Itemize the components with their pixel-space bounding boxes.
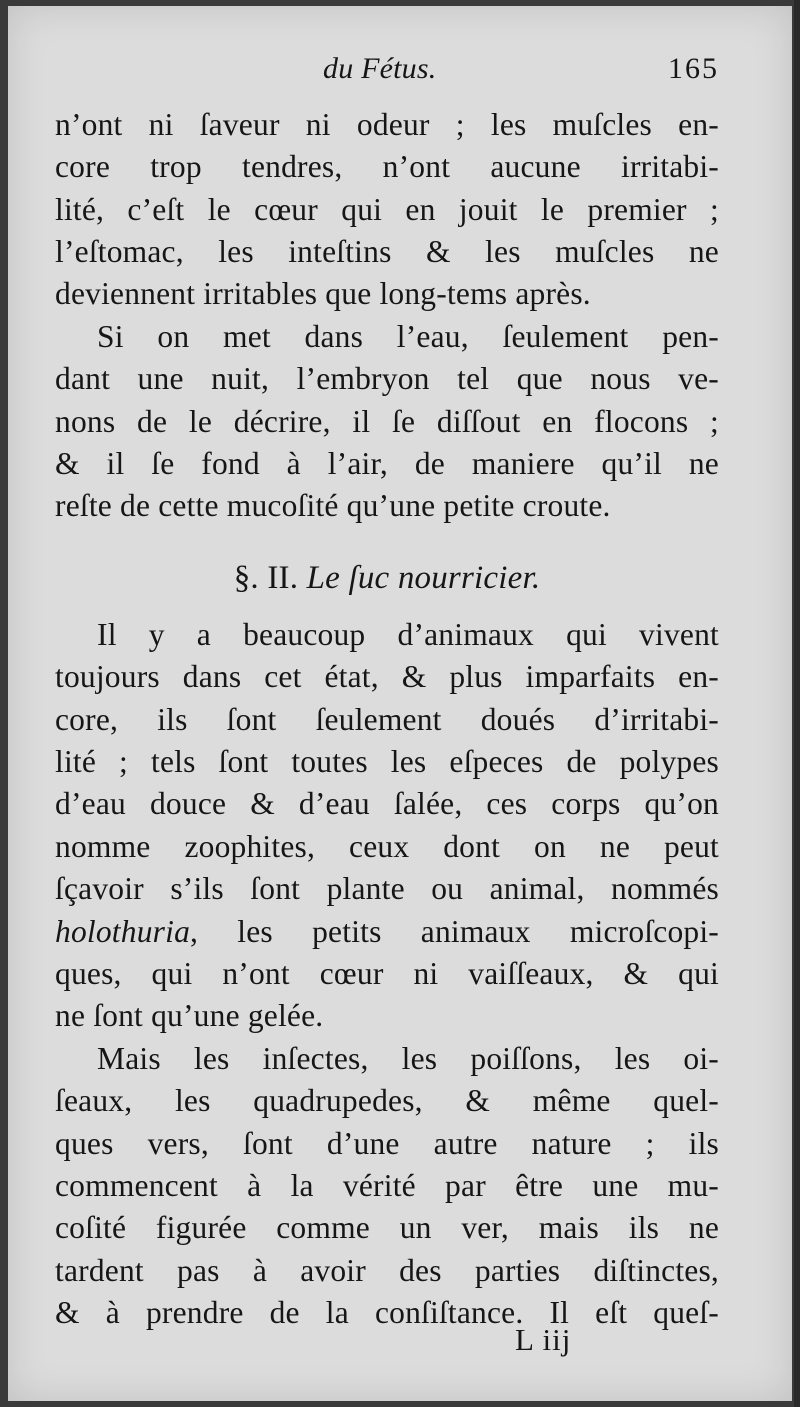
section-heading: [55, 556, 719, 600]
text-line: coſité figurée comme un ver, mais ils ne: [55, 1210, 719, 1245]
section-number: §. II.: [233, 560, 299, 596]
text-line: deviennent irritables que long-tems après.: [55, 276, 591, 311]
text-line: nomme zoophites, ceux dont on ne peut: [55, 829, 719, 864]
page-number: 165: [668, 52, 719, 85]
page-edge-shadow: [794, 0, 800, 1407]
text-line: ſeaux, les quadrupedes, & même quel-: [55, 1083, 719, 1118]
italic-term: holothuria: [55, 914, 191, 949]
text-line: reſte de cette mucoſité qu’une petite croute.: [55, 488, 611, 523]
text-line: Il y a beaucoup d’animaux qui vivent: [97, 617, 719, 652]
text-line: toujours dans cet état, & plus imparfaits en-: [55, 659, 719, 694]
text-line: ne ſont qu’une gelée.: [55, 998, 324, 1033]
running-title: du Fétus.: [323, 52, 437, 85]
text-fragment: , les petits animaux microſcopi-: [190, 914, 719, 949]
text-line: dant une nuit, l’embryon tel que nous ve-: [55, 361, 719, 396]
text-line: lité, c’eſt le cœur qui en jouit le premier ;: [55, 192, 719, 227]
text-line: nons de le décrire, il ſe diſſout en flocons ;: [55, 404, 719, 439]
book-page: [8, 6, 792, 1401]
text-line: d’eau douce & d’eau ſalée, ces corps qu’on: [55, 786, 719, 821]
text-line: Mais les inſectes, les poiſſons, les oi-: [97, 1041, 719, 1076]
text-line: core trop tendres, n’ont aucune irritabi-: [55, 149, 719, 184]
text-line: ques vers, ſont d’une autre nature ; ils: [55, 1126, 719, 1161]
text-line: n’ont ni ſaveur ni odeur ; les muſcles en-: [55, 107, 719, 142]
text-line: ſçavoir s’ils ſont plante ou animal, nommés: [55, 871, 719, 906]
page-header: [55, 52, 719, 92]
text-line: l’eſtomac, les inteſtins & les muſcles ne: [55, 234, 719, 269]
text-line: Si on met dans l’eau, ſeulement pen-: [97, 319, 719, 354]
text-line: commencent à la vérité par être une mu-: [55, 1168, 719, 1203]
text-line: [55, 911, 719, 953]
text-line: ques, qui n’ont cœur ni vaiſſeaux, & qui: [55, 956, 719, 991]
text-line: & il ſe fond à l’air, de maniere qu’il ne: [55, 446, 719, 481]
section-title: Le ſuc nourricier.: [306, 560, 541, 596]
text-line: & à prendre de la conſiſtance. Il eſt queſ-: [55, 1295, 719, 1330]
text-line: lité ; tels ſont toutes les eſpeces de polypes: [55, 744, 719, 779]
text-line: tardent pas à avoir des parties diſtinctes,: [55, 1253, 719, 1288]
signature-mark: L iij: [515, 1322, 572, 1357]
text-line: core, ils ſont ſeulement doués d’irritabi-: [55, 702, 719, 737]
